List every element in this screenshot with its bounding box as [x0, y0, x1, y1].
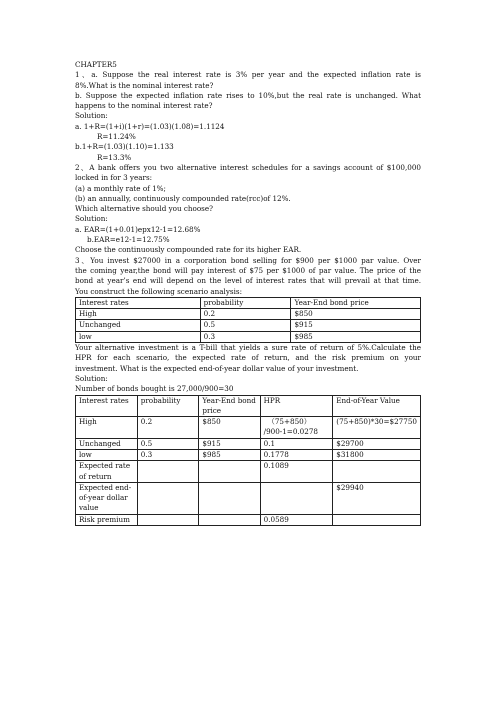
q2-question: Which alternative should you choose? [75, 204, 213, 214]
scenario-table [75, 297, 421, 343]
table-cell [260, 482, 333, 514]
document-body [75, 60, 421, 526]
header-cell: Interest rates [76, 395, 138, 417]
q2-solution-line: a. EAR=(1+0.01)epx12-1=12.68% [75, 224, 201, 234]
table-cell [199, 461, 260, 483]
table-row [76, 482, 421, 514]
table-row [76, 309, 421, 320]
table-cell: $850 [291, 309, 421, 320]
q2-text-line: locked in for 3 years: [75, 173, 153, 183]
q1-text-line: happens to the nominal interest rate? [75, 101, 213, 111]
table-cell: $915 [199, 438, 260, 449]
table-cell [260, 417, 333, 439]
table-cell: 0.2 [137, 417, 199, 439]
q3-text-line: bond at year’s end will depend on the level of interest rates that will prevail at that time. [75, 276, 421, 286]
table-row [76, 417, 421, 439]
hpr-table [75, 395, 421, 527]
q1-solution-label: Solution: [75, 111, 108, 121]
table-cell [333, 514, 421, 525]
q2-option-b: (b) an annually, continuously compounded rate(rcc)of 12%. [75, 193, 291, 203]
table-cell: 0.1 [260, 438, 333, 449]
table-row [76, 320, 421, 331]
q3-text-line: HPR for each scenario, the expected rate of return, and the risk premium on your [75, 353, 421, 363]
hpr-formula-line: /900-1=0.0278 [263, 427, 318, 437]
table-cell [199, 482, 260, 514]
table-cell: Unchanged [76, 320, 201, 331]
table-row [76, 331, 421, 342]
q2-conclusion: Choose the continuously compounded rate for its higher EAR. [75, 245, 302, 255]
header-cell: Year-End bond price [291, 297, 421, 308]
table-cell: $29700 [333, 438, 421, 449]
header-cell: probability [200, 297, 291, 308]
table-cell: High [76, 417, 138, 439]
table-cell: 0.2 [200, 309, 291, 320]
table-cell: (75+850)*30=$27750 [333, 417, 421, 439]
table-cell: Expected rate of return [76, 461, 138, 483]
header-cell: HPR [260, 395, 333, 417]
q2-solution-line: b.EAR=e12-1=12.75% [87, 235, 170, 245]
table-cell: 0.5 [200, 320, 291, 331]
hpr-formula-line: （75+850） [267, 417, 311, 427]
table-row [76, 438, 421, 449]
q1-text-line: b. Suppose the expected inflation rate rises to 10%,but the real rate is unchanged. What [75, 90, 421, 100]
table-row [76, 461, 421, 483]
bonds-bought-line: Number of bonds bought is 27,000/900=30 [75, 384, 234, 394]
q3-text-line: the coming year,the bond will pay interest of $75 per $1000 of par value. The price of the [75, 265, 421, 275]
q2-option-a: (a) a monthly rate of 1%; [75, 183, 166, 193]
q3-solution-label: Solution: [75, 373, 108, 383]
table-row [76, 514, 421, 525]
header-cell: End-of-Year Value [333, 395, 421, 417]
q3-text-line: 3、You invest $27000 in a corporation bond selling for $900 per $1000 par value. Over [75, 255, 421, 265]
q1-text-line: 8%.What is the nominal interest rate? [75, 80, 214, 90]
q3-text-line: Your alternative investment is a T-bill that yields a sure rate of return of 5%.Calculate the [75, 343, 421, 353]
header-cell: Year-End bond price [199, 395, 260, 417]
q1-solution-line: R=13.3% [97, 152, 132, 162]
table-cell: High [76, 309, 201, 320]
table-cell: $985 [199, 449, 260, 460]
table-cell [137, 461, 199, 483]
table-cell: Unchanged [76, 438, 138, 449]
table-cell: 0.1089 [260, 461, 333, 483]
table-cell: $915 [291, 320, 421, 331]
q2-text-line: 2、A bank offers you two alternative interest schedules for a savings account of $100,000 [75, 162, 421, 172]
table-cell: Risk premium [76, 514, 138, 525]
table-cell: 0.1778 [260, 449, 333, 460]
table-cell: low [76, 449, 138, 460]
table-cell [199, 514, 260, 525]
table-cell: $850 [199, 417, 260, 439]
q1-solution-line: b.1+R=(1.03)(1.10)=1.133 [75, 142, 174, 152]
q1-solution-line: a. 1+R=(1+i)(1+r)=(1.03)(1.08)=1.1124 [75, 121, 225, 131]
table-header-row [76, 395, 421, 417]
q1-solution-line: R=11.24% [97, 132, 136, 142]
table-cell: 0.5 [137, 438, 199, 449]
q3-text-line: You construct the following scenario analysis: [75, 286, 242, 296]
table-cell: 0.3 [137, 449, 199, 460]
table-cell: $29940 [333, 482, 421, 514]
header-cell: probability [137, 395, 199, 417]
table-cell [333, 461, 421, 483]
chapter-heading: CHAPTER5 [75, 60, 117, 69]
table-row [76, 449, 421, 460]
table-cell: $31800 [333, 449, 421, 460]
table-cell: low [76, 331, 201, 342]
header-cell: Interest rates [76, 297, 201, 308]
table-cell: 0.3 [200, 331, 291, 342]
q3-text-line: investment. What is the expected end-of-year dollar value of your investment. [75, 363, 359, 373]
q2-solution-label: Solution: [75, 214, 108, 224]
table-cell: Expected end-of-year dollar value [76, 482, 138, 514]
q1-text-line: 1、a. Suppose the real interest rate is 3% per year and the expected inflation rate is [75, 70, 421, 80]
table-cell [137, 514, 199, 525]
table-header-row [76, 297, 421, 308]
table-cell: 0.0589 [260, 514, 333, 525]
table-cell [137, 482, 199, 514]
table-cell: $985 [291, 331, 421, 342]
